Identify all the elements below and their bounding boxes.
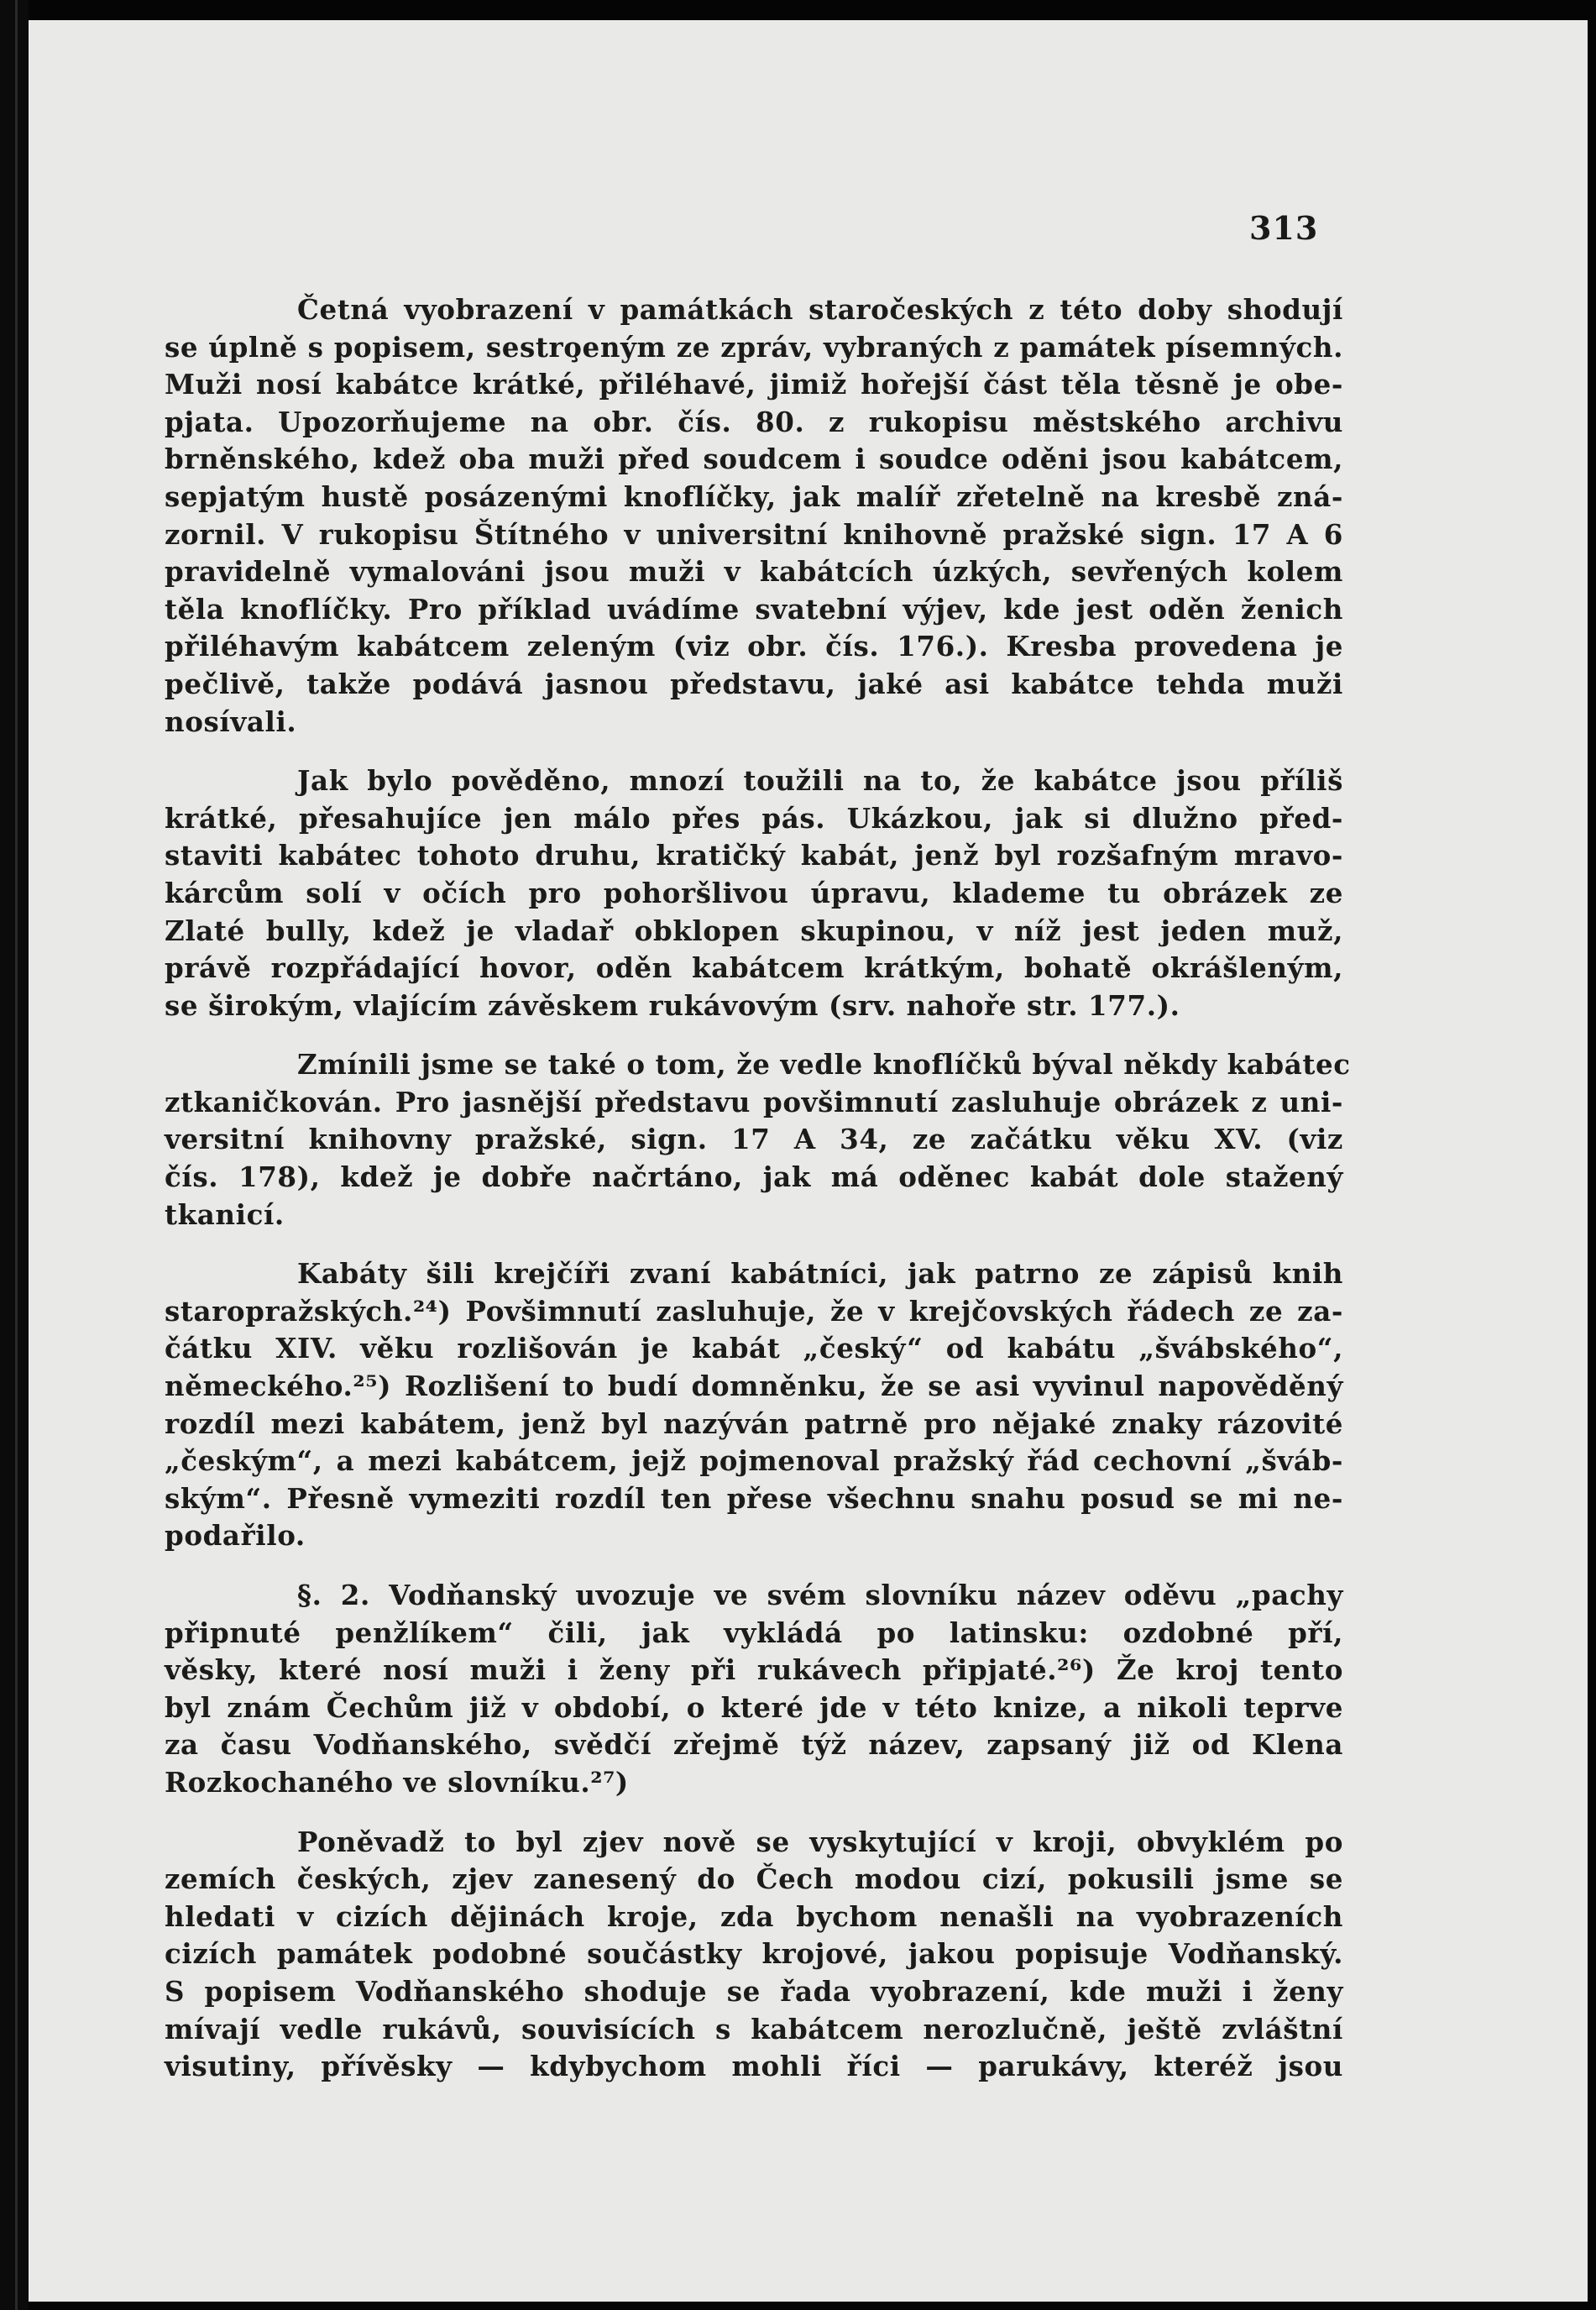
text-line: přiléhavým kabátcem zeleným (viz obr. čís. 176.). Kresba provedena je — [165, 630, 1343, 663]
text-line: Četná vyobrazení v památkách staročeských z této doby shodují — [297, 293, 1343, 326]
text-line: S popisem Vodňanského shoduje se řada vyobrazení, kde muži i ženy — [165, 1974, 1343, 2008]
text-line: pravidelně vymalováni jsou muži v kabátcích úzkých, sevřených kolem — [165, 555, 1343, 589]
text-line: hledati v cizích dějinách kroje, zda bychom nenašli na vyobrazeních — [165, 1899, 1343, 1933]
text-line: se širokým, vlajícím závěskem rukávovým (srv. nahoře str. 177.). — [165, 988, 1180, 1022]
text-line: těla knoflíčky. Pro příklad uvádíme svatební výjev, kde jest oděn ženich — [165, 592, 1343, 626]
paragraph-3 — [165, 1046, 1351, 1234]
text-line: byl znám Čechům již v období, o které jde v této knize, a nikoli teprve — [165, 1690, 1343, 1724]
page-number: 313 — [1249, 209, 1319, 247]
text-line: staropražských.²⁴) Povšimnutí zasluhuje, že v krejčovských řádech ze za- — [165, 1294, 1343, 1328]
paragraph-4 — [165, 1255, 1343, 1555]
text-line: kárcům solí v očích pro pohoršlivou úpravu, klademe tu obrázek ze — [165, 876, 1343, 909]
text-line: za času Vodňanského, svědčí zřejmě týž název, zapsaný již od Klena — [165, 1728, 1343, 1762]
text-line: „českým“, a mezi kabátcem, jejž pojmenoval pražský řád cechovní „šváb- — [165, 1444, 1343, 1478]
body-text — [165, 291, 1351, 2108]
text-line: visutiny, přívěsky — kdybychom mohli říci — parukávy, kteréž jsou — [165, 2050, 1343, 2083]
paragraph-2 — [165, 762, 1343, 1024]
text-line: právě rozpřádající hovor, oděn kabátcem krátkým, bohatě okrášleným, — [165, 951, 1343, 985]
text-line: čís. 178), kdež je dobře načrtáno, jak má oděnec kabát dole stažený — [165, 1160, 1343, 1194]
paragraph-1 — [165, 291, 1343, 741]
text-line: ztkaničkován. Pro jasnější představu povšimnutí zasluhuje obrázek z uni- — [165, 1085, 1343, 1118]
text-line: nosívali. — [165, 705, 297, 738]
text-line: Rozkochaného ve slovníku.²⁷) — [165, 1765, 629, 1799]
text-line: rozdíl mezi kabátem, jenž byl nazýván patrně pro nějaké znaky rázovité — [165, 1406, 1343, 1440]
text-line: německého.²⁵) Rozlišení to budí domněnku, že se asi vyvinul napověděný — [165, 1370, 1343, 1403]
paragraph-6 — [165, 1824, 1343, 2086]
text-line: cizích památek podobné součástky krojové, jakou popisuje Vodňanský. — [165, 1937, 1343, 1971]
scan-left-border — [0, 0, 29, 2310]
scan-binding-edge — [15, 0, 18, 2310]
text-line: mívají vedle rukávů, souvisících s kabátcem nerozlučně, ještě zvláštní — [165, 2012, 1343, 2045]
text-line: §. 2. Vodňanský uvozuje ve svém slovníku název oděvu „pachy — [297, 1579, 1343, 1611]
text-line: tkanicí. — [165, 1197, 285, 1231]
text-line: Zmínili jsme se také o tom, že vedle knoflíčků býval někdy kabátec — [297, 1048, 1351, 1082]
text-line: versitní knihovny pražské, sign. 17 A 34, ze začátku věku XV. (viz — [165, 1123, 1343, 1156]
text-line: připnuté penžlíkem“ čili, jak vykládá po latinsku: ozdobné pří, — [165, 1616, 1343, 1649]
text-line: věsky, které nosí muži i ženy při rukávech připjaté.²⁶) Že kroj tento — [165, 1653, 1343, 1687]
text-line: Jak bylo pověděno, mnozí toužili na to, že kabátce jsou příliš — [297, 764, 1343, 798]
text-line: ským“. Přesně vymeziti rozdíl ten přese všechnu snahu posud se mi ne- — [165, 1481, 1343, 1515]
text-line: se úplně s popisem, sestro̧eným ze zpráv, vybraných z památek písemných. — [165, 330, 1343, 364]
text-line: pjata. Upozorňujeme na obr. čís. 80. z rukopisu městského archivu — [165, 405, 1343, 438]
text-line: podařilo. — [165, 1519, 306, 1553]
text-line: Muži nosí kabátce krátké, přiléhavé, jimiž hořejší část těla těsně je obe- — [165, 368, 1343, 401]
text-line: brněnského, kdež oba muži před soudcem i soudce oděni jsou kabátcem, — [165, 443, 1343, 476]
text-line: Poněvadž to byl zjev nově se vyskytující v kroji, obvyklém po — [297, 1825, 1343, 1858]
text-line: Zlaté bully, kdež je vladař obklopen skupinou, v níž jest jeden muž, — [165, 914, 1343, 947]
text-line: zornil. V rukopisu Štítného v universitní knihovně pražské sign. 17 A 6 — [165, 517, 1343, 551]
text-line: krátké, přesahujíce jen málo přes pás. Ukázkou, jak si dlužno před- — [165, 801, 1343, 835]
text-line: sepjatým hustě posázenými knoflíčky, jak malíř zřetelně na kresbě zná- — [165, 479, 1343, 513]
text-line: zemích českých, zjev zanesený do Čech modou cizí, pokusili jsme se — [165, 1862, 1343, 1896]
text-line: čátku XIV. věku rozlišován je kabát „český“ od kabátu „švábského“, — [165, 1332, 1343, 1365]
paragraph-5 — [165, 1577, 1343, 1802]
text-line: pečlivě, takže podává jasnou představu, jaké asi kabátce tehda muži — [165, 667, 1343, 700]
text-line: Kabáty šili krejčíři zvaní kabátníci, jak patrno ze zápisů knih — [297, 1257, 1343, 1291]
text-line: staviti kabátec tohoto druhu, kratičký kabát, jenž byl rozšafným mravo- — [165, 839, 1343, 872]
